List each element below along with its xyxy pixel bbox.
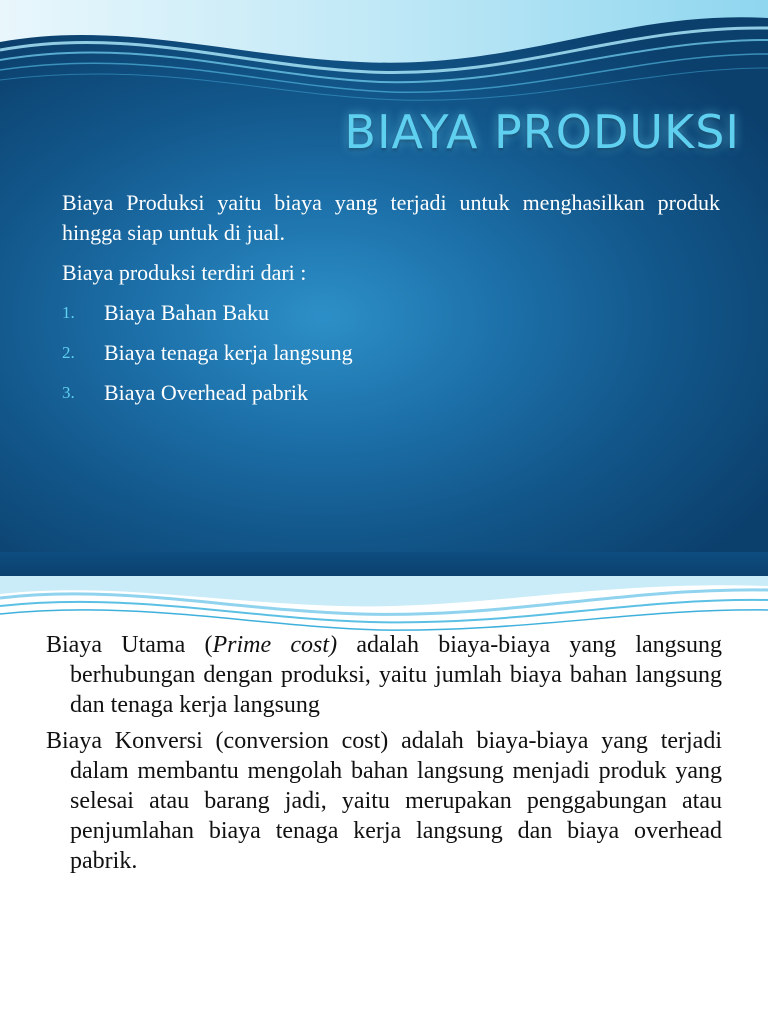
list-number: 2. [62,343,75,362]
list-number: 3. [62,383,75,402]
intro-paragraph: Biaya Produksi yaitu biaya yang terjadi untuk menghasilkan produk hingga siap untuk di jual. [62,190,720,245]
list-item [62,378,720,408]
slide-biaya-utama-konversi [0,576,768,1024]
prime-cost-definition: adalah biaya-biaya yang langsung berhubungan dengan produksi, yaitu jumlah biaya bahan langsung dan tenaga kerja langsung [70,632,722,718]
slide-title: BIAYA PRODUKSI [344,105,740,159]
list-heading: Biaya produksi terdiri dari : [62,260,307,285]
slide-body [62,188,720,418]
list-item [62,338,720,368]
list-item [62,298,720,328]
prime-cost-paragraph [46,630,722,720]
list-number: 1. [62,303,75,322]
slide-bottom-band [0,552,768,576]
conversion-cost-paragraph: Biaya Konversi (conversion cost) adalah biaya-biaya yang terjadi dalam membantu mengolah bahan langsung menjadi produk yang selesai atau barang jadi, yaitu merupakan penggabungan atau penjumlahan biaya tenaga kerja langsung dan biaya overhead pabrik. [46,728,722,874]
list-item-text: Biaya Bahan Baku [104,300,269,325]
top-wave-decoration [0,0,768,110]
prime-cost-term: Prime cost) [212,632,338,658]
slide-body [46,630,722,882]
list-item-text: Biaya Overhead pabrik [104,380,309,405]
top-wave-decoration [0,576,768,632]
list-item-text: Biaya tenaga kerja langsung [104,340,353,365]
cost-component-list [62,298,720,408]
prime-cost-lead: Biaya Utama ( [46,632,213,658]
